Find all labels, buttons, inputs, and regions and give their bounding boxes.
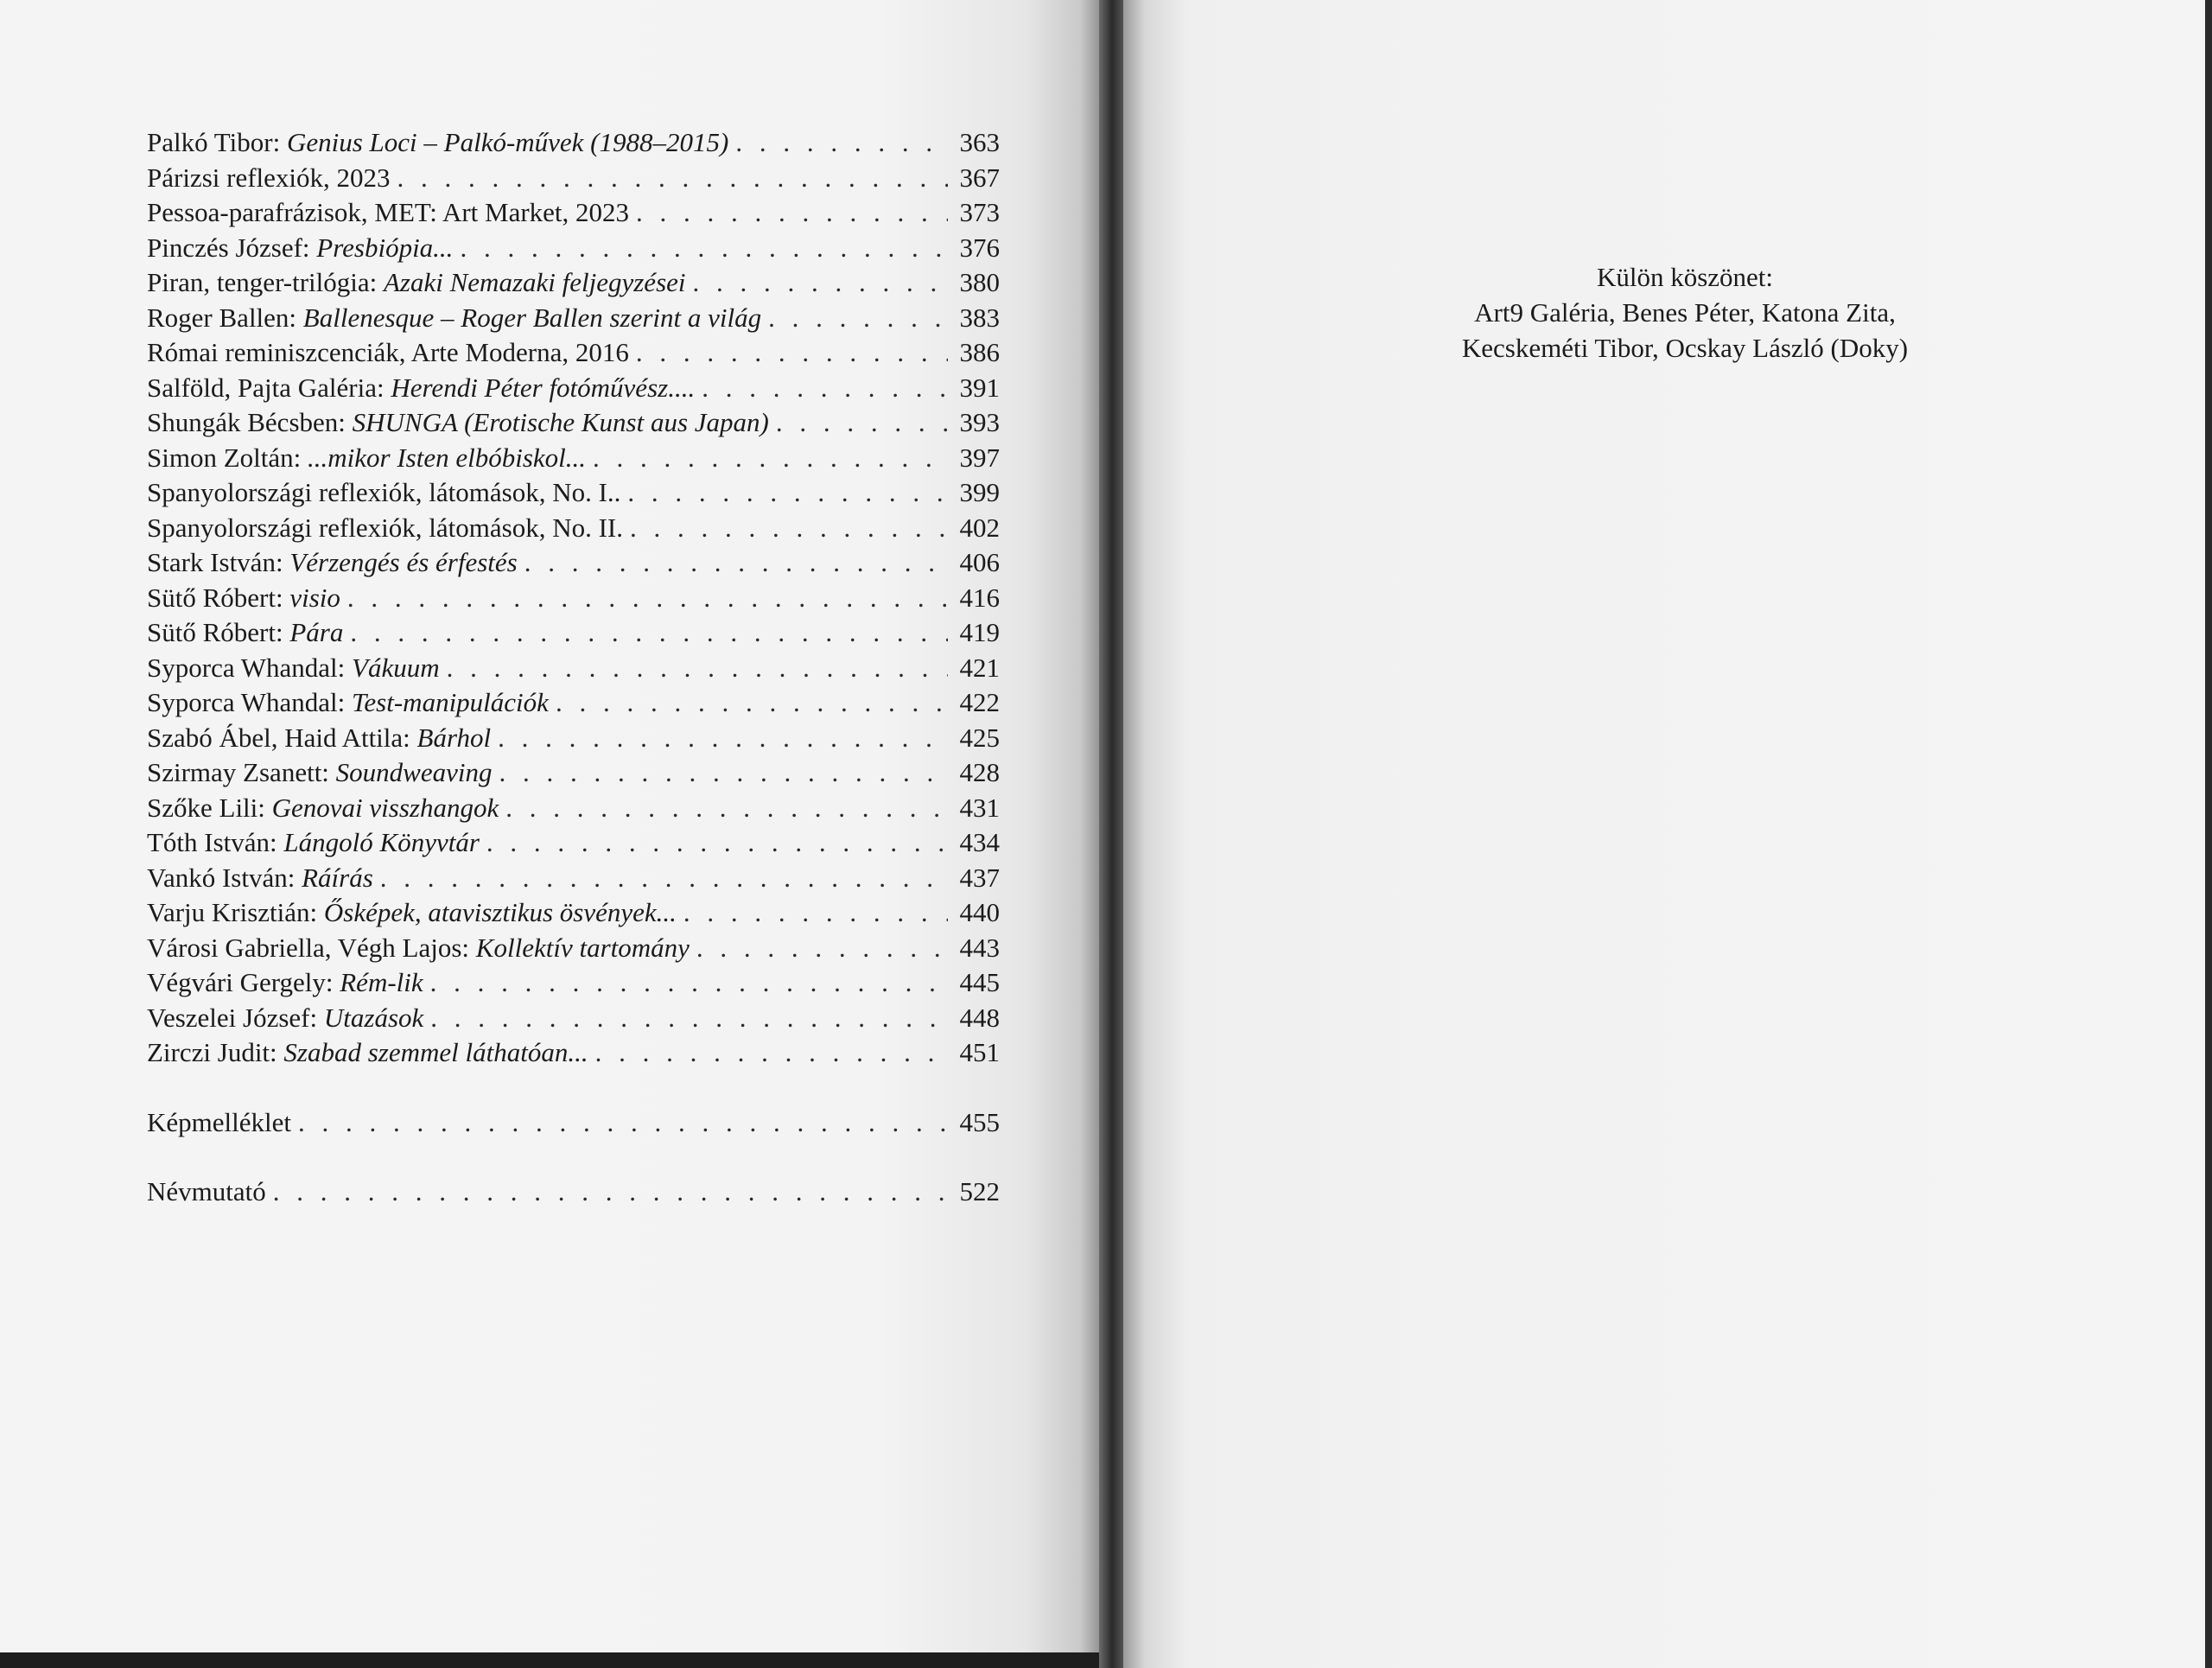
toc-entry xyxy=(147,685,1000,721)
toc-entry-text xyxy=(147,581,340,616)
toc-entry xyxy=(147,231,1000,266)
toc-page-number: 445 xyxy=(959,967,1000,997)
toc-page-number: 419 xyxy=(959,617,1000,647)
toc-title: Genius Loci – Palkó-művek (1988–2015) xyxy=(286,127,729,157)
toc-entry xyxy=(147,1001,1000,1036)
toc-entry xyxy=(147,615,1000,651)
toc-page-number: 376 xyxy=(959,232,1000,263)
toc-entry-text xyxy=(147,231,453,266)
toc-author: Párizsi reflexiók, 2023 xyxy=(147,162,391,193)
book-gutter xyxy=(1099,0,1125,1668)
dot-leader xyxy=(524,545,948,581)
toc-entry xyxy=(147,1035,1000,1071)
toc-page-number: 440 xyxy=(959,897,1000,927)
toc-entry xyxy=(147,161,1000,196)
dot-leader xyxy=(636,195,948,231)
dot-leader xyxy=(298,1105,948,1141)
dot-leader xyxy=(556,685,948,721)
toc-entry xyxy=(147,1105,1000,1141)
toc-entry xyxy=(147,301,1000,336)
toc-author: Syporca Whandal: xyxy=(147,687,346,717)
toc-title: Soundweaving xyxy=(335,757,493,787)
dot-leader xyxy=(702,371,948,406)
acknowledgements xyxy=(1365,259,2005,366)
dot-leader xyxy=(505,791,948,826)
toc-entry-text xyxy=(147,1035,588,1071)
toc-entry xyxy=(147,545,1000,581)
toc-author: Pinczés József: xyxy=(147,232,310,263)
toc-entry-text xyxy=(147,335,629,371)
dot-leader xyxy=(460,231,948,266)
toc-author: Pessoa-parafrázisok, MET: Art Market, 2023 xyxy=(147,197,630,227)
toc-author: Névmutató xyxy=(147,1176,266,1206)
toc-page-number: 455 xyxy=(959,1106,1000,1137)
toc-entry xyxy=(147,371,1000,406)
toc-page-number: 386 xyxy=(959,337,1000,367)
toc-author: Képmelléklet xyxy=(147,1106,291,1137)
toc-entry-text xyxy=(147,1001,423,1036)
toc-page-number: 373 xyxy=(959,197,1000,227)
page-right-edge xyxy=(2205,0,2212,1668)
toc-title: Azaki Nemazaki feljegyzései xyxy=(384,267,686,297)
toc-entry xyxy=(147,651,1000,686)
toc-entry-text xyxy=(147,301,761,336)
toc-entry xyxy=(147,405,1000,441)
toc-author: Spanyolországi reflexiók, látomások, No. I.. xyxy=(147,477,621,507)
toc-page-number: 522 xyxy=(959,1176,1000,1206)
dot-leader xyxy=(683,895,948,931)
dot-leader xyxy=(593,441,948,476)
toc-author: Palkó Tibor: xyxy=(147,127,281,157)
dot-leader xyxy=(347,581,948,616)
toc-author: Szabó Ábel, Haid Attila: xyxy=(147,722,410,753)
toc-entry xyxy=(147,475,1000,511)
toc-entry-text xyxy=(147,721,491,756)
toc-entry xyxy=(147,441,1000,476)
dot-leader xyxy=(735,125,948,161)
dot-leader xyxy=(380,861,948,896)
toc-entry-text xyxy=(147,895,677,931)
toc-entry-text xyxy=(147,545,518,581)
dot-leader xyxy=(499,755,948,791)
dot-leader xyxy=(768,301,948,336)
toc-title: Szabad szemmel láthatóan... xyxy=(283,1037,588,1067)
toc-entry-text xyxy=(147,265,686,301)
toc-title: Vérzengés és érfestés xyxy=(289,547,518,577)
toc-title: Vákuum xyxy=(352,652,440,683)
toc-entry xyxy=(147,825,1000,861)
toc-author: Roger Ballen: xyxy=(147,302,297,333)
toc-entry-text xyxy=(147,1105,291,1141)
toc-author: Simon Zoltán: xyxy=(147,442,302,473)
toc-author: Varju Krisztián: xyxy=(147,897,318,927)
toc-title: Rém-lik xyxy=(340,967,423,997)
toc-entry xyxy=(147,125,1000,161)
toc-title: Kollektív tartomány xyxy=(475,932,690,963)
toc-entry xyxy=(147,195,1000,231)
toc-page-number: 434 xyxy=(959,827,1000,857)
toc-author: Szőke Lili: xyxy=(147,792,265,823)
toc-entry xyxy=(147,931,1000,966)
toc-page-number: 443 xyxy=(959,932,1000,963)
toc-title: SHUNGA (Erotische Kunst aus Japan) xyxy=(352,407,769,437)
toc-entry-text xyxy=(147,441,586,476)
toc-entry-text xyxy=(147,931,690,966)
toc-entry-text xyxy=(147,755,492,791)
dot-leader xyxy=(447,651,948,686)
toc-author: Veszelei József: xyxy=(147,1002,318,1033)
toc-title: Bárhol xyxy=(416,722,492,753)
toc-page-number: 448 xyxy=(959,1002,1000,1033)
toc-author: Szirmay Zsanett: xyxy=(147,757,329,787)
toc-title: Utazások xyxy=(323,1002,424,1033)
right-page xyxy=(1123,0,2212,1668)
toc-entry xyxy=(147,965,1000,1001)
toc-entry-text xyxy=(147,125,728,161)
toc-title: visio xyxy=(289,582,340,613)
toc-entry-text xyxy=(147,861,373,896)
dot-leader xyxy=(627,475,948,511)
toc-page-number: 402 xyxy=(959,512,1000,543)
toc-author: Spanyolországi reflexiók, látomások, No. II. xyxy=(147,512,623,543)
toc-author: Vankó István: xyxy=(147,862,296,893)
table-of-contents xyxy=(147,125,1000,1210)
dot-leader xyxy=(776,405,948,441)
toc-page-number: 383 xyxy=(959,302,1000,333)
toc-entry xyxy=(147,791,1000,826)
dot-leader xyxy=(486,825,948,861)
toc-author: Salföld, Pajta Galéria: xyxy=(147,372,385,403)
toc-entry xyxy=(147,581,1000,616)
toc-entry-text xyxy=(147,791,499,826)
toc-title: Presbiópia... xyxy=(316,232,454,263)
dot-leader xyxy=(350,615,948,651)
toc-entry xyxy=(147,1175,1000,1210)
toc-entry xyxy=(147,335,1000,371)
dot-leader xyxy=(696,931,948,966)
toc-entry-text xyxy=(147,615,343,651)
toc-title: Pára xyxy=(289,617,344,647)
toc-author: Stark István: xyxy=(147,547,283,577)
toc-entry-text xyxy=(147,475,620,511)
toc-entry-text xyxy=(147,825,480,861)
toc-page-number: 393 xyxy=(959,407,1000,437)
toc-entry-text xyxy=(147,1175,266,1210)
toc-page-number: 428 xyxy=(959,757,1000,787)
toc-title: Test-manipulációk xyxy=(352,687,549,717)
dot-leader xyxy=(693,265,948,301)
toc-page-number: 416 xyxy=(959,582,1000,613)
toc-title: Herendi Péter fotóművész.... xyxy=(391,372,696,403)
toc-entry-text xyxy=(147,371,695,406)
toc-page-number: 391 xyxy=(959,372,1000,403)
toc-title: Lángoló Könyvtár xyxy=(283,827,480,857)
toc-title: Ráírás xyxy=(302,862,373,893)
toc-page-number: 397 xyxy=(959,442,1000,473)
toc-author: Sütő Róbert: xyxy=(147,582,283,613)
acknowledgements-heading: Külön köszönet: xyxy=(1596,262,1774,292)
acknowledgements-line-1: Art9 Galéria, Benes Péter, Katona Zita, xyxy=(1474,297,1896,328)
toc-author: Piran, tenger-trilógia: xyxy=(147,267,378,297)
dot-leader xyxy=(636,335,948,371)
toc-title: Ballenesque – Roger Ballen szerint a világ xyxy=(302,302,762,333)
toc-page-number: 367 xyxy=(959,162,1000,193)
dot-leader xyxy=(273,1175,948,1210)
toc-author: Syporca Whandal: xyxy=(147,652,346,683)
dot-leader xyxy=(430,965,948,1001)
dot-leader xyxy=(397,161,948,196)
toc-page-number: 363 xyxy=(959,127,1000,157)
toc-title: ...mikor Isten elbóbiskol... xyxy=(308,442,587,473)
dot-leader xyxy=(430,1001,948,1036)
toc-title: Genovai visszhangok xyxy=(271,792,499,823)
toc-entry-text xyxy=(147,405,769,441)
toc-page-number: 451 xyxy=(959,1037,1000,1067)
toc-entry xyxy=(147,265,1000,301)
toc-entry xyxy=(147,861,1000,896)
toc-page-number: 437 xyxy=(959,862,1000,893)
toc-author: Római reminiszcenciák, Arte Moderna, 2016 xyxy=(147,337,629,367)
toc-entry-text xyxy=(147,195,629,231)
toc-entry xyxy=(147,721,1000,756)
toc-author: Végvári Gergely: xyxy=(147,967,334,997)
toc-page-number: 422 xyxy=(959,687,1000,717)
toc-author: Zirczi Judit: xyxy=(147,1037,277,1067)
toc-title: Ősképek, atavisztikus ösvények... xyxy=(323,897,677,927)
toc-author: Városi Gabriella, Végh Lajos: xyxy=(147,932,470,963)
dot-leader xyxy=(630,511,948,546)
toc-entry-text xyxy=(147,651,440,686)
toc-entry xyxy=(147,755,1000,791)
toc-page-number: 380 xyxy=(959,267,1000,297)
page-bottom-edge xyxy=(0,1652,1103,1668)
toc-page-number: 406 xyxy=(959,547,1000,577)
toc-page-number: 399 xyxy=(959,477,1000,507)
toc-page-number: 421 xyxy=(959,652,1000,683)
dot-leader xyxy=(498,721,948,756)
toc-author: Shungák Bécsben: xyxy=(147,407,346,437)
toc-author: Sütő Róbert: xyxy=(147,617,283,647)
toc-entry-text xyxy=(147,685,549,721)
dot-leader xyxy=(595,1035,948,1071)
toc-page-number: 425 xyxy=(959,722,1000,753)
toc-entry-text xyxy=(147,161,391,196)
toc-author: Tóth István: xyxy=(147,827,277,857)
acknowledgements-line-2: Kecskeméti Tibor, Ocskay László (Doky) xyxy=(1461,333,1909,363)
toc-entry-text xyxy=(147,511,623,546)
toc-entry xyxy=(147,511,1000,546)
toc-entry xyxy=(147,895,1000,931)
toc-entry-text xyxy=(147,965,423,1001)
toc-page-number: 431 xyxy=(959,792,1000,823)
